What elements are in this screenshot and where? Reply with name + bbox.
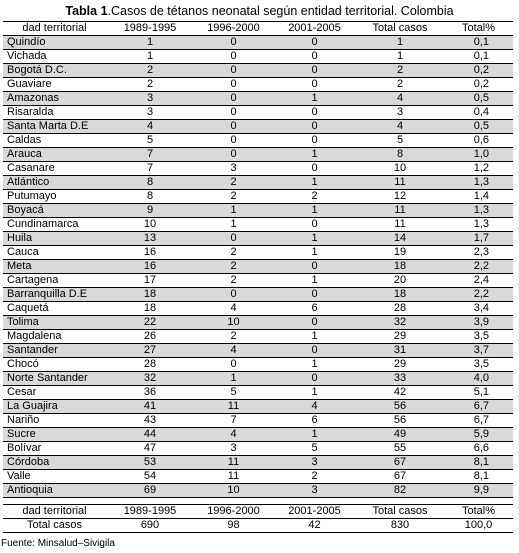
row-1989-1995: 9	[106, 204, 194, 218]
row-total-pct: 1,2	[444, 162, 513, 176]
header-1989-1995: 1989-1995	[106, 22, 194, 36]
row-entity: Cauca	[3, 246, 106, 260]
row-1996-2000: 2	[194, 190, 273, 204]
table-row	[3, 162, 513, 176]
row-1996-2000: 2	[194, 274, 273, 288]
row-1989-1995: 1	[106, 50, 194, 64]
row-2001-2005: 0	[273, 120, 356, 134]
row-2001-2005: 1	[273, 274, 356, 288]
row-1996-2000: 1	[194, 372, 273, 386]
row-entity: Barranquilla D.E	[3, 288, 106, 302]
row-1996-2000: 0	[194, 148, 273, 162]
table-row	[3, 456, 513, 470]
row-total-pct: 4,0	[444, 372, 513, 386]
row-total-casos: 2	[356, 78, 444, 92]
source-note: Fuente: Minsalud–Sivigila	[1, 538, 115, 549]
row-1989-1995: 27	[106, 344, 194, 358]
table-row	[3, 358, 513, 372]
row-total-pct: 1,7	[444, 232, 513, 246]
footer-header-total-casos: Total casos	[356, 505, 444, 519]
row-2001-2005: 0	[273, 316, 356, 330]
row-entity: Nariño	[3, 414, 106, 428]
row-1989-1995: 47	[106, 442, 194, 456]
row-1996-2000: 10	[194, 484, 273, 498]
row-1989-1995: 7	[106, 148, 194, 162]
row-2001-2005: 1	[273, 176, 356, 190]
row-1996-2000: 0	[194, 78, 273, 92]
row-entity: Amazonas	[3, 92, 106, 106]
row-total-casos: 29	[356, 358, 444, 372]
row-entity: Huila	[3, 232, 106, 246]
row-1989-1995: 2	[106, 78, 194, 92]
row-total-pct: 1,3	[444, 204, 513, 218]
table-row	[3, 120, 513, 134]
row-2001-2005: 0	[273, 134, 356, 148]
row-total-casos: 32	[356, 316, 444, 330]
row-total-pct: 0,1	[444, 36, 513, 50]
row-1996-2000: 11	[194, 456, 273, 470]
row-total-casos: 11	[356, 176, 444, 190]
row-total-pct: 2,2	[444, 288, 513, 302]
totals-total-casos: 830	[356, 519, 444, 533]
row-total-pct: 0,5	[444, 92, 513, 106]
row-1989-1995: 18	[106, 302, 194, 316]
row-total-pct: 3,9	[444, 316, 513, 330]
row-total-casos: 29	[356, 330, 444, 344]
row-2001-2005: 0	[273, 162, 356, 176]
row-1996-2000: 0	[194, 36, 273, 50]
row-1989-1995: 16	[106, 260, 194, 274]
row-1989-1995: 17	[106, 274, 194, 288]
row-1989-1995: 8	[106, 190, 194, 204]
row-total-pct: 1,0	[444, 148, 513, 162]
row-total-casos: 11	[356, 204, 444, 218]
row-total-pct: 2,3	[444, 246, 513, 260]
table-row	[3, 274, 513, 288]
table-row	[3, 372, 513, 386]
row-2001-2005: 1	[273, 386, 356, 400]
table-footer	[3, 498, 513, 533]
totals-total-pct: 100,0	[444, 519, 513, 533]
row-entity: Putumayo	[3, 190, 106, 204]
row-total-pct: 0,6	[444, 134, 513, 148]
row-1996-2000: 2	[194, 260, 273, 274]
table-row	[3, 442, 513, 456]
row-total-pct: 0,2	[444, 78, 513, 92]
table-row	[3, 344, 513, 358]
row-total-pct: 0,5	[444, 120, 513, 134]
table-row	[3, 414, 513, 428]
row-entity: Cartagena	[3, 274, 106, 288]
row-1989-1995: 1	[106, 36, 194, 50]
row-1989-1995: 18	[106, 288, 194, 302]
table-row	[3, 176, 513, 190]
row-total-pct: 0,1	[444, 50, 513, 64]
header-total-casos: Total casos	[356, 22, 444, 36]
row-2001-2005: 6	[273, 302, 356, 316]
table-row	[3, 330, 513, 344]
header-entity: dad territorial	[3, 22, 106, 36]
row-total-pct: 0,2	[444, 64, 513, 78]
row-2001-2005: 2	[273, 190, 356, 204]
row-total-casos: 82	[356, 484, 444, 498]
table-row	[3, 288, 513, 302]
row-total-casos: 4	[356, 92, 444, 106]
row-total-casos: 8	[356, 148, 444, 162]
row-total-pct: 3,5	[444, 358, 513, 372]
row-1989-1995: 2	[106, 64, 194, 78]
row-2001-2005: 2	[273, 470, 356, 484]
row-total-casos: 33	[356, 372, 444, 386]
row-2001-2005: 1	[273, 204, 356, 218]
row-total-casos: 28	[356, 302, 444, 316]
row-entity: Sucre	[3, 428, 106, 442]
row-entity: Caquetá	[3, 302, 106, 316]
row-1996-2000: 11	[194, 470, 273, 484]
row-2001-2005: 1	[273, 232, 356, 246]
row-total-casos: 18	[356, 260, 444, 274]
totals-row	[3, 519, 513, 533]
row-total-casos: 1	[356, 50, 444, 64]
row-2001-2005: 0	[273, 64, 356, 78]
table-row	[3, 218, 513, 232]
header-1996-2000: 1996-2000	[194, 22, 273, 36]
row-entity: Atlántico	[3, 176, 106, 190]
table-body	[3, 36, 513, 498]
row-2001-2005: 1	[273, 428, 356, 442]
row-1996-2000: 0	[194, 50, 273, 64]
table-row	[3, 400, 513, 414]
row-2001-2005: 0	[273, 78, 356, 92]
row-total-pct: 3,5	[444, 330, 513, 344]
row-total-pct: 6,7	[444, 400, 513, 414]
row-1989-1995: 53	[106, 456, 194, 470]
row-2001-2005: 5	[273, 442, 356, 456]
row-2001-2005: 1	[273, 92, 356, 106]
row-1989-1995: 13	[106, 232, 194, 246]
footer-header-1989-1995: 1989-1995	[106, 505, 194, 519]
row-entity: Meta	[3, 260, 106, 274]
row-entity: Valle	[3, 470, 106, 484]
footer-header-entity: dad territorial	[3, 505, 106, 519]
tetanus-cases-table	[3, 21, 513, 533]
header-row	[3, 22, 513, 36]
row-entity: Santander	[3, 344, 106, 358]
row-1989-1995: 7	[106, 162, 194, 176]
row-entity: Cesar	[3, 386, 106, 400]
row-1996-2000: 3	[194, 162, 273, 176]
row-entity: Norte Santander	[3, 372, 106, 386]
row-1996-2000: 0	[194, 288, 273, 302]
row-1996-2000: 2	[194, 176, 273, 190]
footer-header-total-pct: Total%	[444, 505, 513, 519]
row-total-pct: 9,9	[444, 484, 513, 498]
row-1996-2000: 0	[194, 232, 273, 246]
row-2001-2005: 4	[273, 400, 356, 414]
row-1996-2000: 4	[194, 302, 273, 316]
table-row	[3, 386, 513, 400]
row-total-casos: 18	[356, 288, 444, 302]
row-entity: Vichada	[3, 50, 106, 64]
row-total-pct: 5,1	[444, 386, 513, 400]
row-2001-2005: 1	[273, 358, 356, 372]
row-1989-1995: 32	[106, 372, 194, 386]
table-row	[3, 470, 513, 484]
row-entity: Magdalena	[3, 330, 106, 344]
table-row	[3, 260, 513, 274]
row-entity: Casanare	[3, 162, 106, 176]
table-row	[3, 316, 513, 330]
table-row	[3, 246, 513, 260]
row-2001-2005: 0	[273, 372, 356, 386]
table-row	[3, 106, 513, 120]
row-total-casos: 56	[356, 414, 444, 428]
row-total-casos: 19	[356, 246, 444, 260]
row-2001-2005: 0	[273, 36, 356, 50]
row-1989-1995: 3	[106, 106, 194, 120]
table-row	[3, 92, 513, 106]
header-total-pct: Total%	[444, 22, 513, 36]
row-entity: Arauca	[3, 148, 106, 162]
row-entity: Santa Marta D.E	[3, 120, 106, 134]
totals-1996-2000: 98	[194, 519, 273, 533]
table-row	[3, 302, 513, 316]
row-1996-2000: 3	[194, 442, 273, 456]
row-entity: Bolívar	[3, 442, 106, 456]
row-1989-1995: 10	[106, 218, 194, 232]
row-total-casos: 56	[356, 400, 444, 414]
footer-header-row	[3, 505, 513, 519]
row-entity: Tolima	[3, 316, 106, 330]
row-1989-1995: 8	[106, 176, 194, 190]
row-total-pct: 0,4	[444, 106, 513, 120]
caption-label: Tabla 1	[65, 4, 108, 18]
row-total-pct: 8,1	[444, 456, 513, 470]
row-1996-2000: 0	[194, 120, 273, 134]
table-row	[3, 428, 513, 442]
totals-label: Total casos	[3, 519, 106, 533]
row-1989-1995: 4	[106, 120, 194, 134]
row-total-casos: 67	[356, 470, 444, 484]
row-1989-1995: 28	[106, 358, 194, 372]
table-caption	[0, 4, 519, 19]
row-total-casos: 49	[356, 428, 444, 442]
row-total-pct: 5,9	[444, 428, 513, 442]
row-total-casos: 31	[356, 344, 444, 358]
row-2001-2005: 6	[273, 414, 356, 428]
row-total-casos: 42	[356, 386, 444, 400]
row-1996-2000: 4	[194, 344, 273, 358]
row-1989-1995: 3	[106, 92, 194, 106]
caption-text: .Casos de tétanos neonatal según entidad territorial. Colombia	[107, 4, 454, 18]
row-1996-2000: 1	[194, 204, 273, 218]
footer-header-1996-2000: 1996-2000	[194, 505, 273, 519]
table-row	[3, 204, 513, 218]
row-total-pct: 3,4	[444, 302, 513, 316]
row-2001-2005: 1	[273, 330, 356, 344]
row-1989-1995: 43	[106, 414, 194, 428]
row-total-casos: 14	[356, 232, 444, 246]
table-row	[3, 78, 513, 92]
table-header	[3, 22, 513, 36]
row-1996-2000: 7	[194, 414, 273, 428]
row-entity: Caldas	[3, 134, 106, 148]
row-total-pct: 3,7	[444, 344, 513, 358]
table-row	[3, 190, 513, 204]
row-1989-1995: 22	[106, 316, 194, 330]
footer-spacer	[3, 498, 513, 505]
row-1996-2000: 1	[194, 218, 273, 232]
row-1989-1995: 44	[106, 428, 194, 442]
row-1989-1995: 54	[106, 470, 194, 484]
row-total-casos: 11	[356, 218, 444, 232]
totals-1989-1995: 690	[106, 519, 194, 533]
row-1989-1995: 36	[106, 386, 194, 400]
row-total-pct: 1,3	[444, 218, 513, 232]
row-total-casos: 20	[356, 274, 444, 288]
row-2001-2005: 0	[273, 344, 356, 358]
row-entity: Guaviare	[3, 78, 106, 92]
table-row	[3, 134, 513, 148]
row-entity: Antioquia	[3, 484, 106, 498]
table-row	[3, 148, 513, 162]
row-2001-2005: 1	[273, 148, 356, 162]
row-entity: Cundinamarca	[3, 218, 106, 232]
row-1989-1995: 69	[106, 484, 194, 498]
table-row	[3, 36, 513, 50]
row-2001-2005: 0	[273, 260, 356, 274]
table-row	[3, 50, 513, 64]
row-1996-2000: 4	[194, 428, 273, 442]
row-2001-2005: 3	[273, 456, 356, 470]
row-entity: Risaralda	[3, 106, 106, 120]
row-1996-2000: 0	[194, 358, 273, 372]
row-1996-2000: 2	[194, 330, 273, 344]
row-1989-1995: 41	[106, 400, 194, 414]
row-total-pct: 2,2	[444, 260, 513, 274]
table-row	[3, 64, 513, 78]
row-total-casos: 12	[356, 190, 444, 204]
row-total-casos: 2	[356, 64, 444, 78]
table-row	[3, 484, 513, 498]
row-total-casos: 5	[356, 134, 444, 148]
row-1996-2000: 10	[194, 316, 273, 330]
row-total-casos: 55	[356, 442, 444, 456]
row-2001-2005: 0	[273, 218, 356, 232]
row-1989-1995: 16	[106, 246, 194, 260]
row-1996-2000: 11	[194, 400, 273, 414]
spacer-cell	[3, 498, 513, 505]
row-2001-2005: 3	[273, 484, 356, 498]
row-total-casos: 67	[356, 456, 444, 470]
row-1989-1995: 5	[106, 134, 194, 148]
row-2001-2005: 1	[273, 246, 356, 260]
totals-2001-2005: 42	[273, 519, 356, 533]
row-total-pct: 1,4	[444, 190, 513, 204]
row-total-casos: 10	[356, 162, 444, 176]
row-1996-2000: 2	[194, 246, 273, 260]
row-entity: La Guajira	[3, 400, 106, 414]
row-entity: Quindío	[3, 36, 106, 50]
row-total-pct: 6,7	[444, 414, 513, 428]
row-total-pct: 8,1	[444, 470, 513, 484]
row-1996-2000: 0	[194, 134, 273, 148]
row-entity: Bogotá D.C.	[3, 64, 106, 78]
row-1996-2000: 0	[194, 64, 273, 78]
row-2001-2005: 0	[273, 50, 356, 64]
row-2001-2005: 0	[273, 288, 356, 302]
footer-header-2001-2005: 2001-2005	[273, 505, 356, 519]
row-1996-2000: 0	[194, 106, 273, 120]
row-total-casos: 4	[356, 120, 444, 134]
table-row	[3, 232, 513, 246]
row-entity: Chocó	[3, 358, 106, 372]
row-1996-2000: 0	[194, 92, 273, 106]
row-total-casos: 3	[356, 106, 444, 120]
row-entity: Córdoba	[3, 456, 106, 470]
header-2001-2005: 2001-2005	[273, 22, 356, 36]
row-1996-2000: 5	[194, 386, 273, 400]
row-entity: Boyacá	[3, 204, 106, 218]
row-total-pct: 1,3	[444, 176, 513, 190]
row-1989-1995: 26	[106, 330, 194, 344]
row-total-pct: 2,4	[444, 274, 513, 288]
row-2001-2005: 0	[273, 106, 356, 120]
row-total-pct: 6,6	[444, 442, 513, 456]
row-total-casos: 1	[356, 36, 444, 50]
